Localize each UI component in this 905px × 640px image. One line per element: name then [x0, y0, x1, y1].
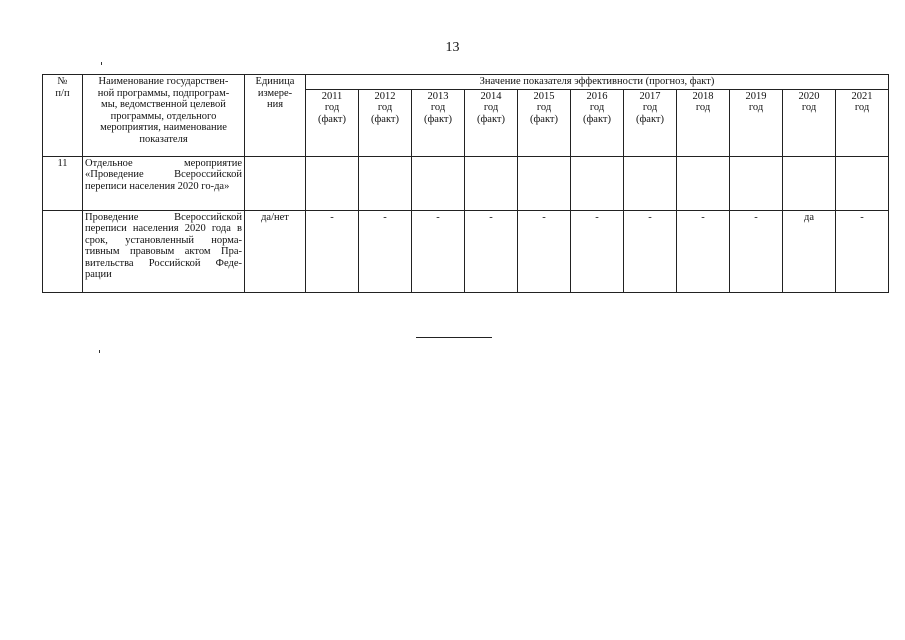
value-cell — [730, 156, 783, 210]
value-cell — [359, 156, 412, 210]
value-cell: - — [677, 210, 730, 292]
header-year-2018: 2018 год — [677, 89, 730, 156]
closing-rule — [416, 337, 492, 338]
header-year-2021: 2021 год — [836, 89, 889, 156]
value-cell — [465, 156, 518, 210]
value-cell: да — [783, 210, 836, 292]
indicators-table — [42, 74, 889, 293]
header-year-2020: 2020 год — [783, 89, 836, 156]
header-name: Наименование государствен- ной программы, подпрограм- мы, ведомственной целевой программы, отдельного мероприятия, наименование показателя — [83, 75, 245, 157]
scan-speck — [99, 350, 100, 353]
value-cell — [677, 156, 730, 210]
value-cell — [412, 156, 465, 210]
page-number: 13 — [445, 40, 460, 55]
row-number: 11 — [43, 156, 83, 210]
value-cell: - — [571, 210, 624, 292]
header-year-2014: 2014 год (факт) — [465, 89, 518, 156]
row-unit: да/нет — [245, 210, 306, 292]
row-unit — [245, 156, 306, 210]
header-value-group: Значение показателя эффективности (прогноз, факт) — [306, 75, 889, 90]
scan-speck — [101, 62, 102, 65]
header-year-2013: 2013 год (факт) — [412, 89, 465, 156]
value-cell — [571, 156, 624, 210]
table-row — [43, 156, 889, 210]
value-cell — [624, 156, 677, 210]
value-cell: - — [306, 210, 359, 292]
header-year-2011: 2011 год (факт) — [306, 89, 359, 156]
value-cell: - — [518, 210, 571, 292]
value-cell: - — [412, 210, 465, 292]
value-cell: - — [836, 210, 889, 292]
header-year-2016: 2016 год (факт) — [571, 89, 624, 156]
row-number — [43, 210, 83, 292]
header-year-2015: 2015 год (факт) — [518, 89, 571, 156]
row-name: Проведение Всероссийской переписи населения 2020 года в срок, установленный норма-тивным правовым актом Пра-вительства Российской Феде-рации — [83, 210, 245, 292]
value-cell: - — [624, 210, 677, 292]
row-name: Отдельное мероприятие «Проведение Всероссийской переписи населения 2020 го-да» — [83, 156, 245, 210]
value-cell — [518, 156, 571, 210]
header-year-2012: 2012 год (факт) — [359, 89, 412, 156]
header-year-2017: 2017 год (факт) — [624, 89, 677, 156]
value-cell: - — [359, 210, 412, 292]
value-cell — [306, 156, 359, 210]
value-cell — [836, 156, 889, 210]
header-year-2019: 2019 год — [730, 89, 783, 156]
header-number: № п/п — [43, 75, 83, 157]
header-unit: Единица измере- ния — [245, 75, 306, 157]
table-row — [43, 210, 889, 292]
value-cell: - — [730, 210, 783, 292]
value-cell — [783, 156, 836, 210]
value-cell: - — [465, 210, 518, 292]
